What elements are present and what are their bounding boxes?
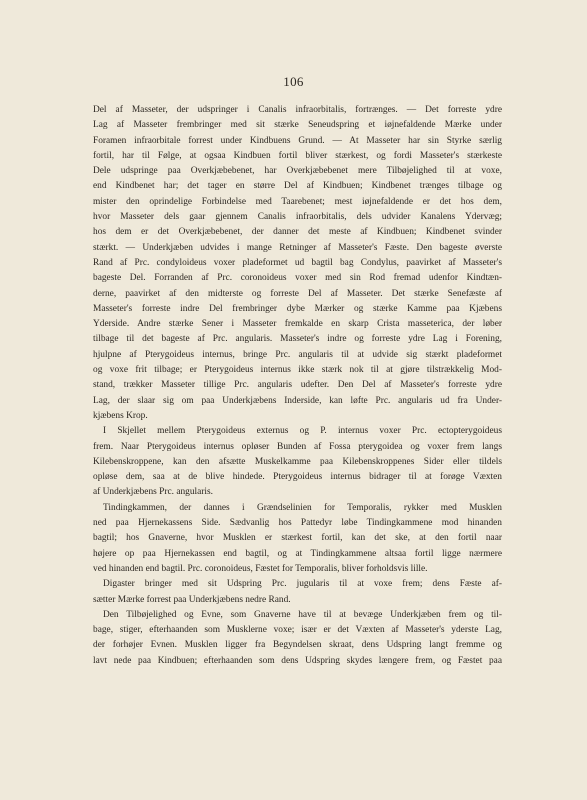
text-line: bageste Del. Forranden af Prc. coronoideus voxer med sin Rod fremad udenfor Kindtæn- bbox=[93, 273, 502, 284]
text-line: sætter Mærke forrest paa Underkjæbens nedre Rand. bbox=[93, 594, 291, 605]
text-line: hos dem er det Overkjæbebenet, der danner det meste af Kindbuen; Kindbenet svinder bbox=[93, 227, 502, 238]
page-number: 106 bbox=[283, 74, 304, 89]
text-line: Masseter's forreste indre Del frembringer dybe Mærker og stærke Kamme paa Kjæbens bbox=[93, 303, 502, 314]
body-text bbox=[93, 103, 502, 669]
text-line: Yderside. Andre stærke Sener i Masseter fremkalde en skarp Crista masseterica, der løber bbox=[93, 319, 502, 330]
text-line: ned paa Hjernekassens Side. Sædvanlig hos Pattedyr løbe Tindingkammene mod hinanden bbox=[93, 518, 502, 529]
text-line: lavt nede paa Kindbuen; efterhaanden som dens Udspring skydes længere frem, og Fæstet paa bbox=[93, 655, 502, 666]
text-line: Lag, der slaar sig om paa Underkjæbens Inderside, kan løfte Prc. angularis ud fra Under- bbox=[93, 395, 502, 406]
text-line: kjæbens Krop. bbox=[93, 410, 148, 421]
text-line: af Underkjæbens Prc. angularis. bbox=[93, 487, 214, 498]
text-line: hvor Masseter dels gaar gjennem Canalis infraorbitalis, dels udvider Kanalens Ydervæg; bbox=[93, 212, 502, 223]
text-line: Del af Masseter, der udspringer i Canalis infraorbitalis, fortrænges. — Det forreste ydre bbox=[93, 105, 502, 115]
text-line: mister den oprindelige Forbindelse med Taarebenet; mest iøjnefaldende er det hos dem, bbox=[93, 196, 502, 207]
text-line: derne, paavirket af den midterste og forreste Del af Masseter. Det stærke Senefæste af bbox=[93, 288, 502, 299]
text-line: fortil, har til Følge, at ogsaa Kindbuen fortil bliver stærkest, og fordi Masseter's stærkeste bbox=[93, 150, 502, 161]
text-line: Kilebenskroppene, kan den afsætte Muskelkamme paa Kilebenskroppenes Sider eller tildels bbox=[93, 456, 502, 467]
text-line: bage, stiger, efterhaanden som Musklerne voxe; især er det Væxten af Masseter's yderste Lag, bbox=[93, 625, 502, 636]
text-line: ved hinanden end bagtil. Prc. coronoideus, Fæstet for Temporalis, bliver forholdsvis lille. bbox=[93, 563, 428, 574]
text-line: og voxe frit tilbage; er Pterygoideus internus ikke stærk nok til at gjøre tilstrækkelig Mod- bbox=[93, 365, 502, 376]
text-line: stand, trækker Masseter tillige Prc. angularis udefter. Den Del af Masseter's forreste ydre bbox=[93, 380, 502, 391]
text-line: I Skjellet mellem Pterygoideus externus og P. internus voxer Prc. ectopterygoideus bbox=[103, 426, 502, 437]
text-line: bagtil; hos Gnaverne, hvor Musklen er stærkest fortil, kan det ske, at den fortil naar bbox=[93, 533, 502, 544]
text-line: Rand af Prc. condyloideus voxer pladeformet ud bagtil bag Condylus, paavirket af Masseter's bbox=[93, 257, 502, 268]
text-line: opløse dem, saa at de blive hindede. Pterygoideus internus bidrager til at forøge Væxten bbox=[93, 472, 502, 483]
text-line: Den Tilbøjelighed og Evne, som Gnaverne have til at bevæge Underkjæben frem og til- bbox=[103, 609, 502, 620]
text-line: Dele udspringe paa Overkjæbebenet, har Overkjæbebenet mere Tilbøjelighed til at voxe, bbox=[93, 166, 502, 177]
text-line: Lag af Masseter frembringer med sit stærke Seneudspring et iøjnefaldende Mærke under bbox=[93, 120, 502, 131]
text-line: frem. Naar Pterygoideus internus opløser Bunden af Fossa pterygoidea og voxer frem langs bbox=[93, 441, 502, 452]
text-line: højere op paa Hjernekassen end bagtil, og at Tindingkammene altsaa fortil ligge nærmere bbox=[93, 548, 502, 559]
text-line: hjulpne af Pterygoideus internus, bringe Prc. angularis til at udvide sig stærkt pladeformet bbox=[93, 349, 502, 360]
text-line: tilbage til det bageste af Prc. angularis. Masseter's indre og forreste ydre Lag i Forening, bbox=[93, 334, 502, 345]
text-line: Digaster bringer med sit Udspring Prc. jugularis til at voxe frem; dens Fæste af- bbox=[103, 579, 502, 590]
text-line: Foramen infraorbitale forrest under Kindbuens Grund. — At Masseter har sin Styrke særlig bbox=[93, 135, 502, 146]
text-line: end Kindbenet har; det tager en større Del af Kindbuen; Kindbenet trænges tilbage og bbox=[93, 181, 502, 192]
text-line: Tindingkammen, der dannes i Grændselinien for Temporalis, rykker med Musklen bbox=[103, 502, 502, 513]
text-line: stærkt. — Underkjæben udvides i mange Retninger af Masseter's Fæste. Den bageste øverste bbox=[93, 242, 502, 253]
text-line: der forhøjer Evnen. Musklen ligger fra Begyndelsen skraat, dens Udspring langt fremme og bbox=[93, 640, 502, 651]
